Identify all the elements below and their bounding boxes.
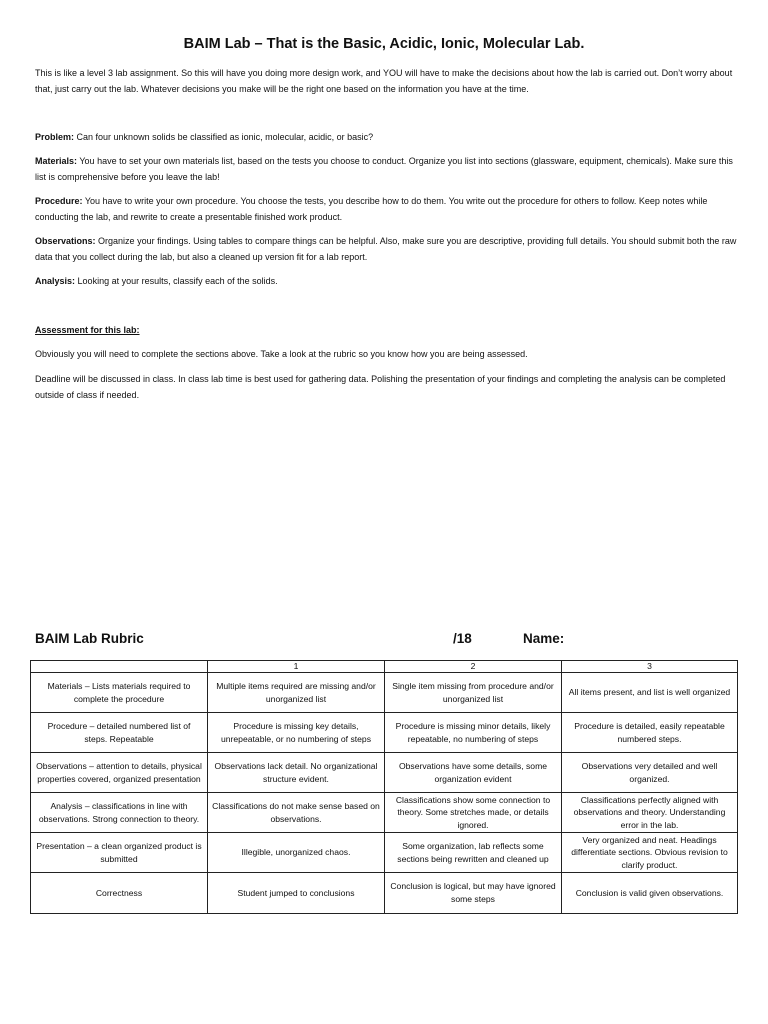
table-row — [31, 833, 738, 873]
rubric-cell: Classifications do not make sense based on observations. — [208, 793, 385, 833]
assessment-heading — [35, 323, 740, 339]
rubric-header-level-2: 2 — [385, 661, 562, 673]
procedure-label: Procedure: — [35, 196, 83, 206]
rubric-criteria-cell: Presentation – a clean organized product is submitted — [31, 833, 208, 873]
observations-section — [35, 234, 740, 265]
problem-text: Can four unknown solids be classified as ionic, molecular, acidic, or basic? — [76, 132, 374, 142]
procedure-text: You have to write your own procedure. You choose the tests, you describe how to do them. You write out the procedure for others to follow. Keep notes while conducting the lab, and rewrite to create a presentable finished work product. — [35, 196, 708, 222]
rubric-cell: Procedure is detailed, easily repeatable numbered steps. — [562, 713, 738, 753]
materials-label: Materials: — [35, 156, 78, 166]
rubric-cell: Very organized and neat. Headings differentiate sections. Obvious revision to clarify product. — [562, 833, 738, 873]
observations-text: Organize your findings. Using tables to compare things can be helpful. Also, make sure you are descriptive, providing full details. You should submit both the raw data that you collect during the lab, but also a cleaned up version fit for a lab report. — [35, 236, 737, 262]
problem-section — [35, 130, 740, 146]
rubric-name-label: Name: — [523, 631, 565, 646]
rubric-criteria-cell: Analysis – classifications in line with observations. Strong connection to theory. — [31, 793, 208, 833]
rubric-cell: Observations have some details, some organization evident — [385, 753, 562, 793]
rubric-cell: Illegible, unorganized chaos. — [208, 833, 385, 873]
materials-section — [35, 154, 740, 185]
rubric-table — [30, 660, 738, 914]
rubric-title: BAIM Lab Rubric — [35, 631, 144, 646]
rubric-criteria-cell: Procedure – detailed numbered list of steps. Repeatable — [31, 713, 208, 753]
rubric-score: /18 — [453, 631, 472, 646]
assessment-paragraph-2: Deadline will be discussed in class. In class lab time is best used for gathering data. Polishing the presentation of your findings and completing the analysis can be completed outside of class if needed. — [35, 374, 726, 400]
rubric-cell: Single item missing from procedure and/or unorganized list — [385, 673, 562, 713]
assessment-heading-text: Assessment for this lab: — [35, 325, 140, 335]
rubric-cell: Classifications show some connection to theory. Some stretches made, or details ignored. — [385, 793, 562, 833]
rubric-criteria-cell: Observations – attention to details, physical properties covered, organized presentation — [31, 753, 208, 793]
analysis-text: Looking at your results, classify each of the solids. — [77, 276, 278, 286]
rubric-cell: Procedure is missing minor details, likely repeatable, no numbering of steps — [385, 713, 562, 753]
rubric-cell: Observations very detailed and well organized. — [562, 753, 738, 793]
intro-paragraph: This is like a level 3 lab assignment. So this will have you doing more design work, and YOU will have to make the decisions about how the lab is carried out. Don’t worry about that, just carry out the lab. Whatever decisions you make will be the right one based on the information you have at the time. — [35, 68, 733, 94]
rubric-header-criteria — [31, 661, 208, 673]
analysis-section — [35, 274, 740, 290]
analysis-label: Analysis: — [35, 276, 76, 286]
table-row — [31, 753, 738, 793]
table-row — [31, 793, 738, 833]
procedure-section — [35, 194, 740, 225]
assessment-paragraph-1: Obviously you will need to complete the sections above. Take a look at the rubric so you know how you are being assessed. — [35, 349, 528, 359]
rubric-criteria-cell: Materials – Lists materials required to complete the procedure — [31, 673, 208, 713]
page-title: BAIM Lab – That is the Basic, Acidic, Ionic, Molecular Lab. — [183, 36, 585, 52]
rubric-cell: Conclusion is logical, but may have ignored some steps — [385, 873, 562, 914]
rubric-cell: Multiple items required are missing and/or unorganized list — [208, 673, 385, 713]
rubric-cell: Observations lack detail. No organizational structure evident. — [208, 753, 385, 793]
rubric-header-level-1: 1 — [208, 661, 385, 673]
rubric-header-row — [31, 661, 738, 673]
rubric-cell: Procedure is missing key details, unrepeatable, or no numbering of steps — [208, 713, 385, 753]
rubric-cell: Classifications perfectly aligned with observations and theory. Understanding error in the lab. — [562, 793, 738, 833]
rubric-criteria-cell: Correctness — [31, 873, 208, 914]
rubric-cell: Student jumped to conclusions — [208, 873, 385, 914]
table-row — [31, 673, 738, 713]
table-row — [31, 713, 738, 753]
problem-label: Problem: — [35, 132, 75, 142]
rubric-header-level-3: 3 — [562, 661, 738, 673]
rubric-cell: All items present, and list is well organized — [562, 673, 738, 713]
rubric-cell: Conclusion is valid given observations. — [562, 873, 738, 914]
rubric-cell: Some organization, lab reflects some sections being rewritten and cleaned up — [385, 833, 562, 873]
table-row — [31, 873, 738, 914]
observations-label: Observations: — [35, 236, 96, 246]
materials-text: You have to set your own materials list, based on the tests you choose to conduct. Organize you list into sections (glassware, equipment, chemicals). Make sure this list is comprehensive before you leave the lab! — [35, 156, 733, 182]
